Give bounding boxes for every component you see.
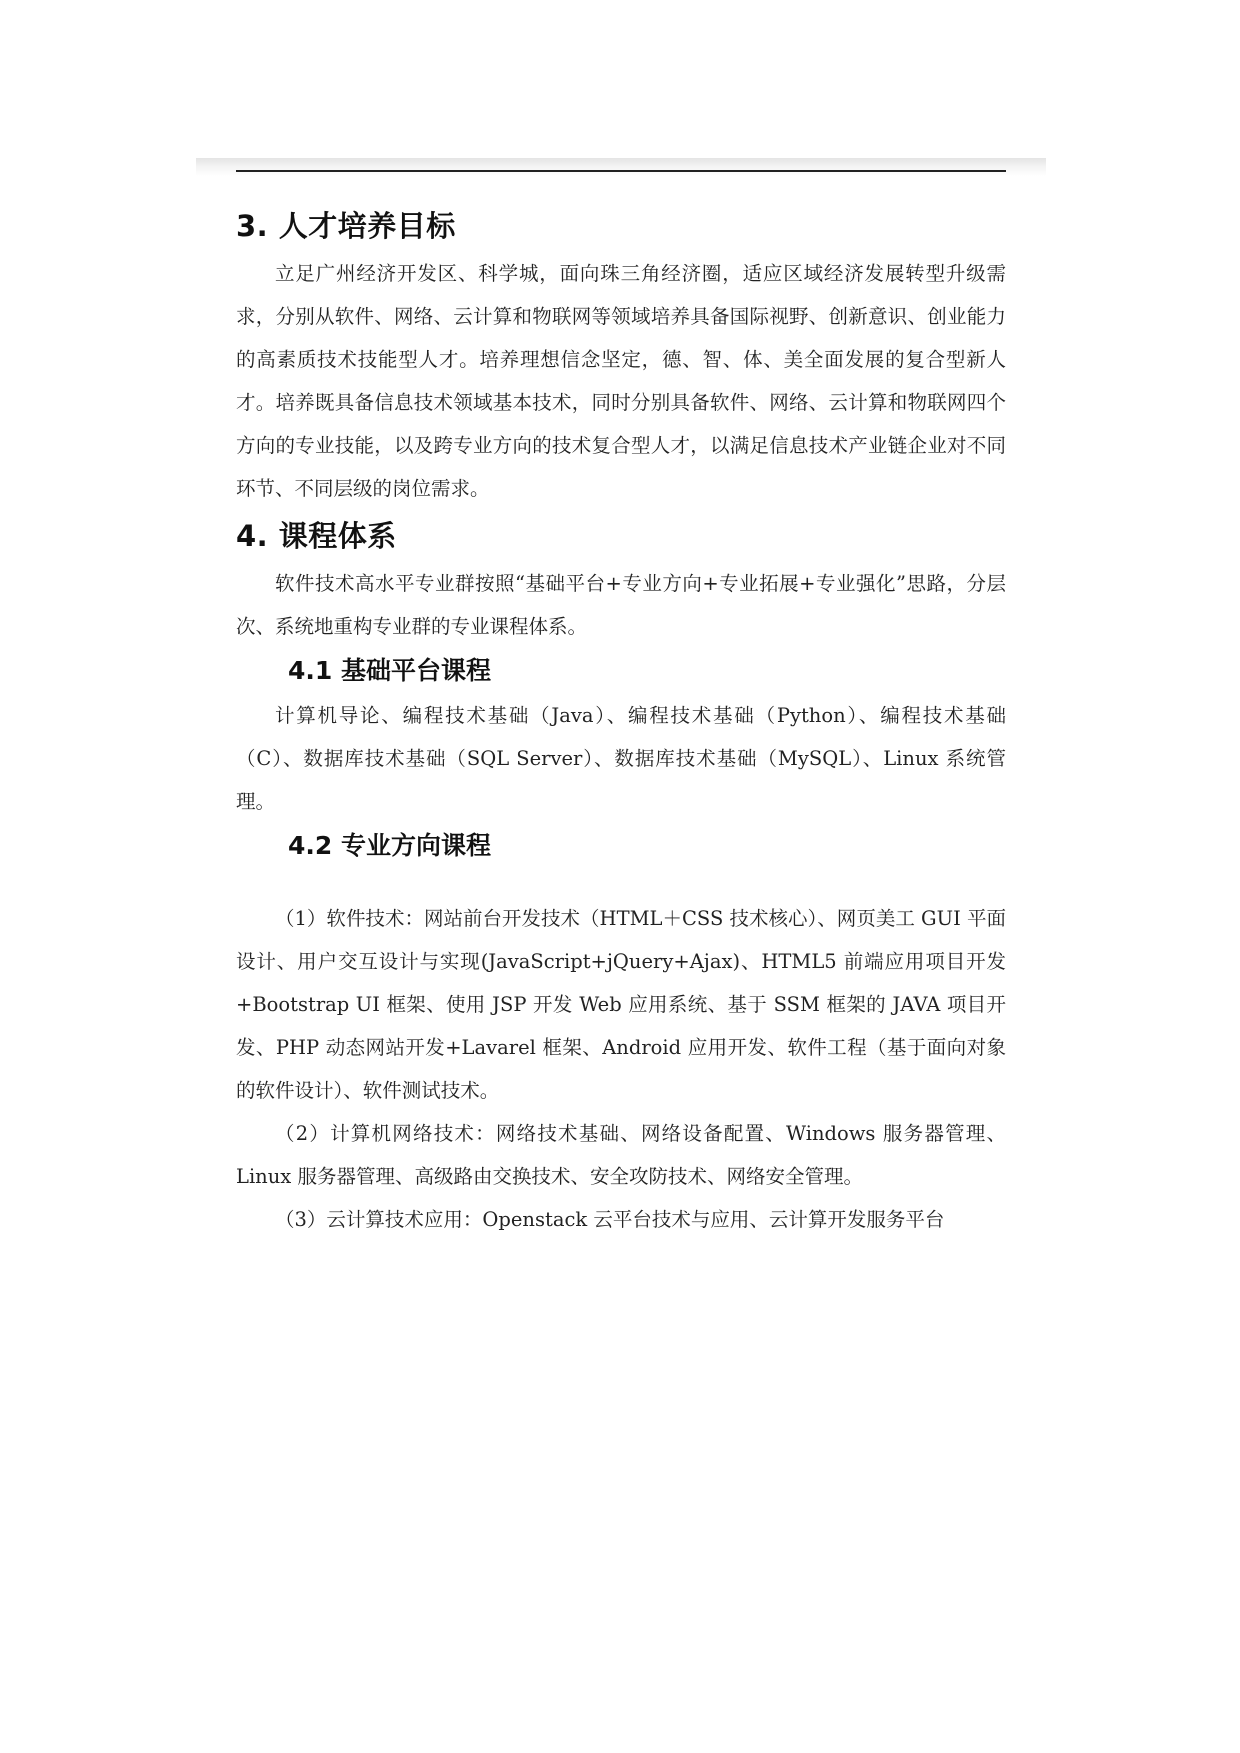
- list-item-network: （2）计算机网络技术：网络技术基础、网络设备配置、Windows 服务器管理、Linux 服务器管理、高级路由交换技术、安全攻防技术、网络安全管理。: [236, 1122, 1006, 1188]
- page-top-shadow: [196, 158, 1046, 176]
- section-4-paragraph: 软件技术高水平专业群按照“基础平台+专业方向+专业拓展+专业强化”思路，分层次、系统地重构专业群的专业课程体系。: [236, 572, 1006, 638]
- list-item-software: （1）软件技术：网站前台开发技术（HTML＋CSS 技术核心）、网页美工 GUI 平面设计、用户交互设计与实现(JavaScript+jQuery+Ajax)、HTML5 前端应用项目开发+Bootstrap UI 框架、使用 JSP 开发 Web 应用系统、基于 SSM 框架的 JAVA 项目开发、PHP 动态网站开发+Lavarel 框架、Android 应用开发、软件工程（基于面向对象的软件设计）、软件测试技术。: [236, 907, 1006, 1102]
- section-4-2-heading: 4.2 专业方向课程: [288, 831, 491, 860]
- section-4-2-list: [236, 897, 1006, 1241]
- document-body: [236, 200, 1006, 1241]
- section-4-1-paragraph: 计算机导论、编程技术基础（Java）、编程技术基础（Python）、编程技术基础（C）、数据库技术基础（SQL Server）、数据库技术基础（MySQL）、Linux 系统管理。: [236, 704, 1006, 813]
- section-4-heading: 4. 课程体系: [236, 519, 397, 553]
- section-3-heading: 3. 人才培养目标: [236, 209, 456, 243]
- header-rule: [236, 170, 1006, 172]
- list-item-cloud: （3）云计算技术应用：Openstack 云平台技术与应用、云计算开发服务平台: [275, 1208, 945, 1231]
- section-3-paragraph: 立足广州经济开发区、科学城，面向珠三角经济圈，适应区域经济发展转型升级需求，分别从软件、网络、云计算和物联网等领域培养具备国际视野、创新意识、创业能力的高素质技术技能型人才。培养理想信念坚定，德、智、体、美全面发展的复合型新人才。培养既具备信息技术领域基本技术，同时分别具备软件、网络、云计算和物联网四个方向的专业技能，以及跨专业方向的技术复合型人才，以满足信息技术产业链企业对不同环节、不同层级的岗位需求。: [236, 262, 1006, 500]
- section-4-1-heading: 4.1 基础平台课程: [288, 656, 491, 685]
